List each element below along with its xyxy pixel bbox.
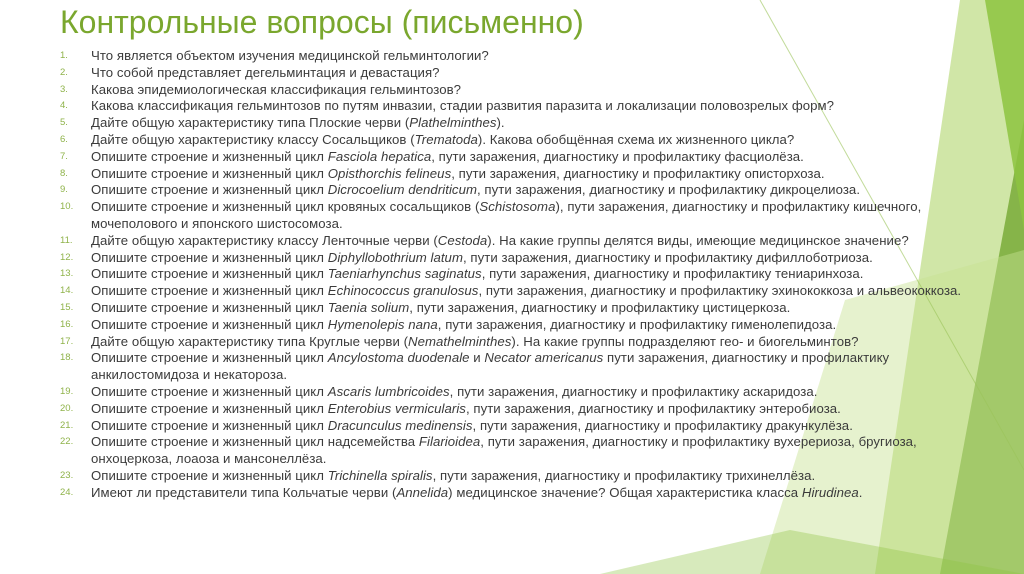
latin-name: Hirudinea: [801, 484, 859, 500]
question-text: [91, 266, 864, 283]
question-text-part: , пути заражения, диагностику и профилактику эхинококкоза и альвеококкоза.: [478, 283, 962, 299]
question-number: 6.: [60, 133, 68, 145]
question-item: [60, 418, 975, 435]
latin-name: Cestoda: [437, 232, 488, 248]
question-item: [60, 283, 975, 300]
question-text-part: , пути заражения, диагностику и профилактику гименолепидоза.: [437, 316, 837, 332]
question-number: 17.: [60, 335, 74, 347]
question-number: 16.: [60, 318, 74, 330]
question-text: [91, 250, 873, 267]
question-text: [91, 82, 461, 99]
question-text: [91, 166, 825, 183]
question-text: [91, 401, 841, 418]
question-number: 23.: [60, 469, 74, 481]
latin-name: Dicrocoelium dendriticum: [327, 182, 477, 198]
question-text-part: Дайте общую характеристику классу Ленточные черви (: [91, 232, 438, 248]
question-text-part: Какова классификация гельминтозов по путям инвазии, стадии развития паразита и локализации половозрелых форм?: [91, 98, 835, 114]
question-item: [60, 300, 975, 317]
question-text-part: Опишите строение и жизненный цикл: [91, 165, 328, 181]
question-text-part: Опишите строение и жизненный цикл: [91, 383, 328, 399]
question-number: 9.: [60, 184, 68, 196]
question-text-part: , пути заражения, диагностику и профилактику фасциолёза.: [431, 148, 804, 164]
question-number: 19.: [60, 385, 74, 397]
question-item: [60, 350, 975, 384]
latin-name: Filarioidea: [418, 434, 481, 450]
latin-name: Nemathelminthes: [408, 333, 512, 349]
question-text: [91, 65, 440, 82]
question-item: [60, 468, 975, 485]
question-item: [60, 250, 975, 267]
question-item: [60, 233, 975, 250]
question-text-part: Опишите строение и жизненный цикл: [91, 266, 328, 282]
question-text-part: , пути заражения, диагностику и профилактику цистицеркоза.: [409, 299, 791, 315]
question-text-part: , пути заражения, диагностику и профилактику дифиллоботриоза.: [462, 249, 873, 265]
question-item: [60, 434, 975, 468]
question-item: [60, 82, 975, 99]
question-item: [60, 182, 975, 199]
question-text-part: Опишите строение и жизненный цикл: [91, 249, 328, 265]
question-number: 15.: [60, 301, 74, 313]
latin-name: Fasciola hepatica: [327, 148, 432, 164]
question-text-part: ). На какие группы делятся виды, имеющие медицинское значение?: [487, 232, 909, 248]
question-item: [60, 401, 975, 418]
question-text-part: Дайте общую характеристику типа Плоские черви (: [91, 115, 410, 131]
question-item: [60, 317, 975, 334]
question-text: [91, 182, 860, 199]
question-text-part: ). Какова обобщённая схема их жизненного цикла?: [477, 131, 795, 147]
question-text-part: .: [858, 484, 863, 500]
question-text-part: ), пути заражения, диагностику и профилактику кишечного, мочеполового и японского шистосомоза.: [91, 199, 922, 231]
question-text-part: ).: [496, 115, 505, 131]
question-text-part: Опишите строение и жизненный цикл: [91, 148, 328, 164]
question-text-part: , пути заражения, диагностику и профилактику описторхоза.: [451, 165, 825, 181]
question-text-part: ) медицинское значение? Общая характеристика класса: [448, 484, 802, 500]
question-text: [91, 485, 863, 502]
latin-name: Necator americanus: [484, 350, 604, 366]
question-text-part: , пути заражения, диагностику и профилактику вухерериоза, бругиоза, онхоцеркоза, лоаоза и мансонеллёза.: [91, 434, 917, 467]
question-number: 14.: [60, 285, 74, 297]
latin-name: Taeniarhynchus saginatus: [327, 266, 482, 282]
question-text-part: пути заражения, диагностику и профилактику анкилостомидоза и некатороза.: [91, 350, 890, 383]
question-text: [91, 283, 961, 300]
question-text-part: и: [469, 350, 485, 366]
question-text-part: Опишите строение и жизненный цикл: [91, 316, 328, 332]
question-item: [60, 266, 975, 283]
question-number: 4.: [60, 100, 68, 112]
question-item: [60, 166, 975, 183]
question-text-part: , пути заражения, диагностику и профилактику дикроцелиоза.: [477, 182, 861, 198]
question-text: [91, 132, 794, 149]
question-text: [91, 418, 853, 435]
question-text: [91, 384, 817, 401]
question-text: [91, 233, 909, 250]
question-text: [91, 199, 975, 233]
question-number: 20.: [60, 402, 74, 414]
question-text-part: , пути заражения, диагностику и профилактику тениаринхоза.: [481, 266, 864, 282]
question-text-part: Какова эпидемиологическая классификация гельминтозов?: [91, 81, 462, 97]
latin-name: Ascaris lumbricoides: [327, 383, 450, 399]
question-text: [91, 468, 815, 485]
slide-title: Контрольные вопросы (письменно): [60, 4, 584, 40]
question-number: 12.: [60, 251, 74, 263]
question-text-part: Опишите строение и жизненный цикл: [91, 417, 328, 433]
question-text-part: Опишите строение и жизненный цикл: [91, 467, 328, 483]
question-item: [60, 384, 975, 401]
question-text-part: Что собой представляет дегельминтация и девастация?: [91, 64, 440, 80]
questions-list: [60, 48, 975, 502]
question-text: [91, 98, 834, 115]
question-number: 10.: [60, 201, 74, 213]
question-text: [91, 48, 489, 65]
question-number: 7.: [60, 150, 68, 162]
question-number: 18.: [60, 352, 74, 364]
question-item: [60, 334, 975, 351]
question-text: [91, 334, 859, 351]
latin-name: Opisthorchis felineus: [327, 165, 452, 181]
question-text-part: , пути заражения, диагностику и профилактику аскаридоза.: [449, 383, 818, 399]
question-item: [60, 199, 975, 233]
question-item: [60, 115, 975, 132]
question-number: 5.: [60, 117, 68, 129]
question-number: 11.: [60, 234, 73, 246]
question-text-part: Опишите строение и жизненный цикл: [91, 299, 328, 315]
question-text: [91, 300, 790, 317]
question-number: 21.: [60, 419, 74, 431]
latin-name: Enterobius vermicularis: [327, 400, 466, 416]
question-number: 3.: [60, 83, 68, 95]
latin-name: Ancylostoma duodenale: [327, 350, 470, 366]
question-text: [91, 149, 804, 166]
question-text-part: , пути заражения, диагностику и профилактику трихинеллёза.: [432, 467, 816, 483]
question-text-part: Опишите строение и жизненный цикл: [91, 400, 328, 416]
question-number: 22.: [60, 436, 74, 448]
question-text-part: Опишите строение и жизненный цикл: [91, 182, 328, 198]
question-text: [91, 317, 836, 334]
latin-name: Taenia solium: [327, 299, 410, 315]
question-text-part: Опишите строение и жизненный цикл: [91, 350, 328, 366]
question-text-part: Имеют ли представители типа Кольчатые черви (: [91, 484, 397, 500]
latin-name: Diphyllobothrium latum: [327, 249, 463, 265]
question-number: 2.: [60, 66, 68, 78]
latin-name: Hymenolepis nana: [327, 316, 438, 332]
question-text: [91, 350, 975, 384]
question-item: [60, 98, 975, 115]
question-text-part: Дайте общую характеристику классу Сосальщиков (: [91, 131, 415, 147]
question-text-part: , пути заражения, диагностику и профилактику энтеробиоза.: [465, 400, 841, 416]
question-text: [91, 115, 505, 132]
question-item: [60, 485, 975, 502]
latin-name: Echinococcus granulosus: [327, 283, 479, 299]
question-item: [60, 132, 975, 149]
question-number: 1.: [60, 50, 68, 61]
question-text: [91, 434, 975, 468]
latin-name: Annelida: [396, 484, 449, 500]
latin-name: Plathelminthes: [409, 115, 497, 131]
question-text-part: Опишите строение и жизненный цикл: [91, 283, 328, 299]
question-text-part: Опишите строение и жизненный цикл надсемейства: [91, 434, 419, 450]
question-text-part: , пути заражения, диагностику и профилактику дракункулёза.: [472, 417, 853, 433]
question-text-part: Что является объектом изучения медицинской гельминтологии?: [91, 48, 489, 63]
latin-name: Dracunculus medinensis: [327, 417, 473, 433]
question-text-part: ). На какие группы подразделяют гео- и биогельминтов?: [511, 333, 859, 349]
question-text-part: Дайте общую характеристику типа Круглые черви (: [91, 333, 409, 349]
question-number: 8.: [60, 167, 68, 179]
latin-name: Schistosoma: [479, 199, 556, 215]
question-number: 13.: [60, 268, 74, 280]
question-item: [60, 149, 975, 166]
latin-name: Trichinella spiralis: [327, 467, 433, 483]
question-number: 24.: [60, 486, 74, 498]
latin-name: Trematoda: [414, 131, 478, 147]
question-item: [60, 65, 975, 82]
question-text-part: Опишите строение и жизненный цикл кровяных сосальщиков (: [91, 199, 480, 215]
question-item: [60, 48, 975, 65]
